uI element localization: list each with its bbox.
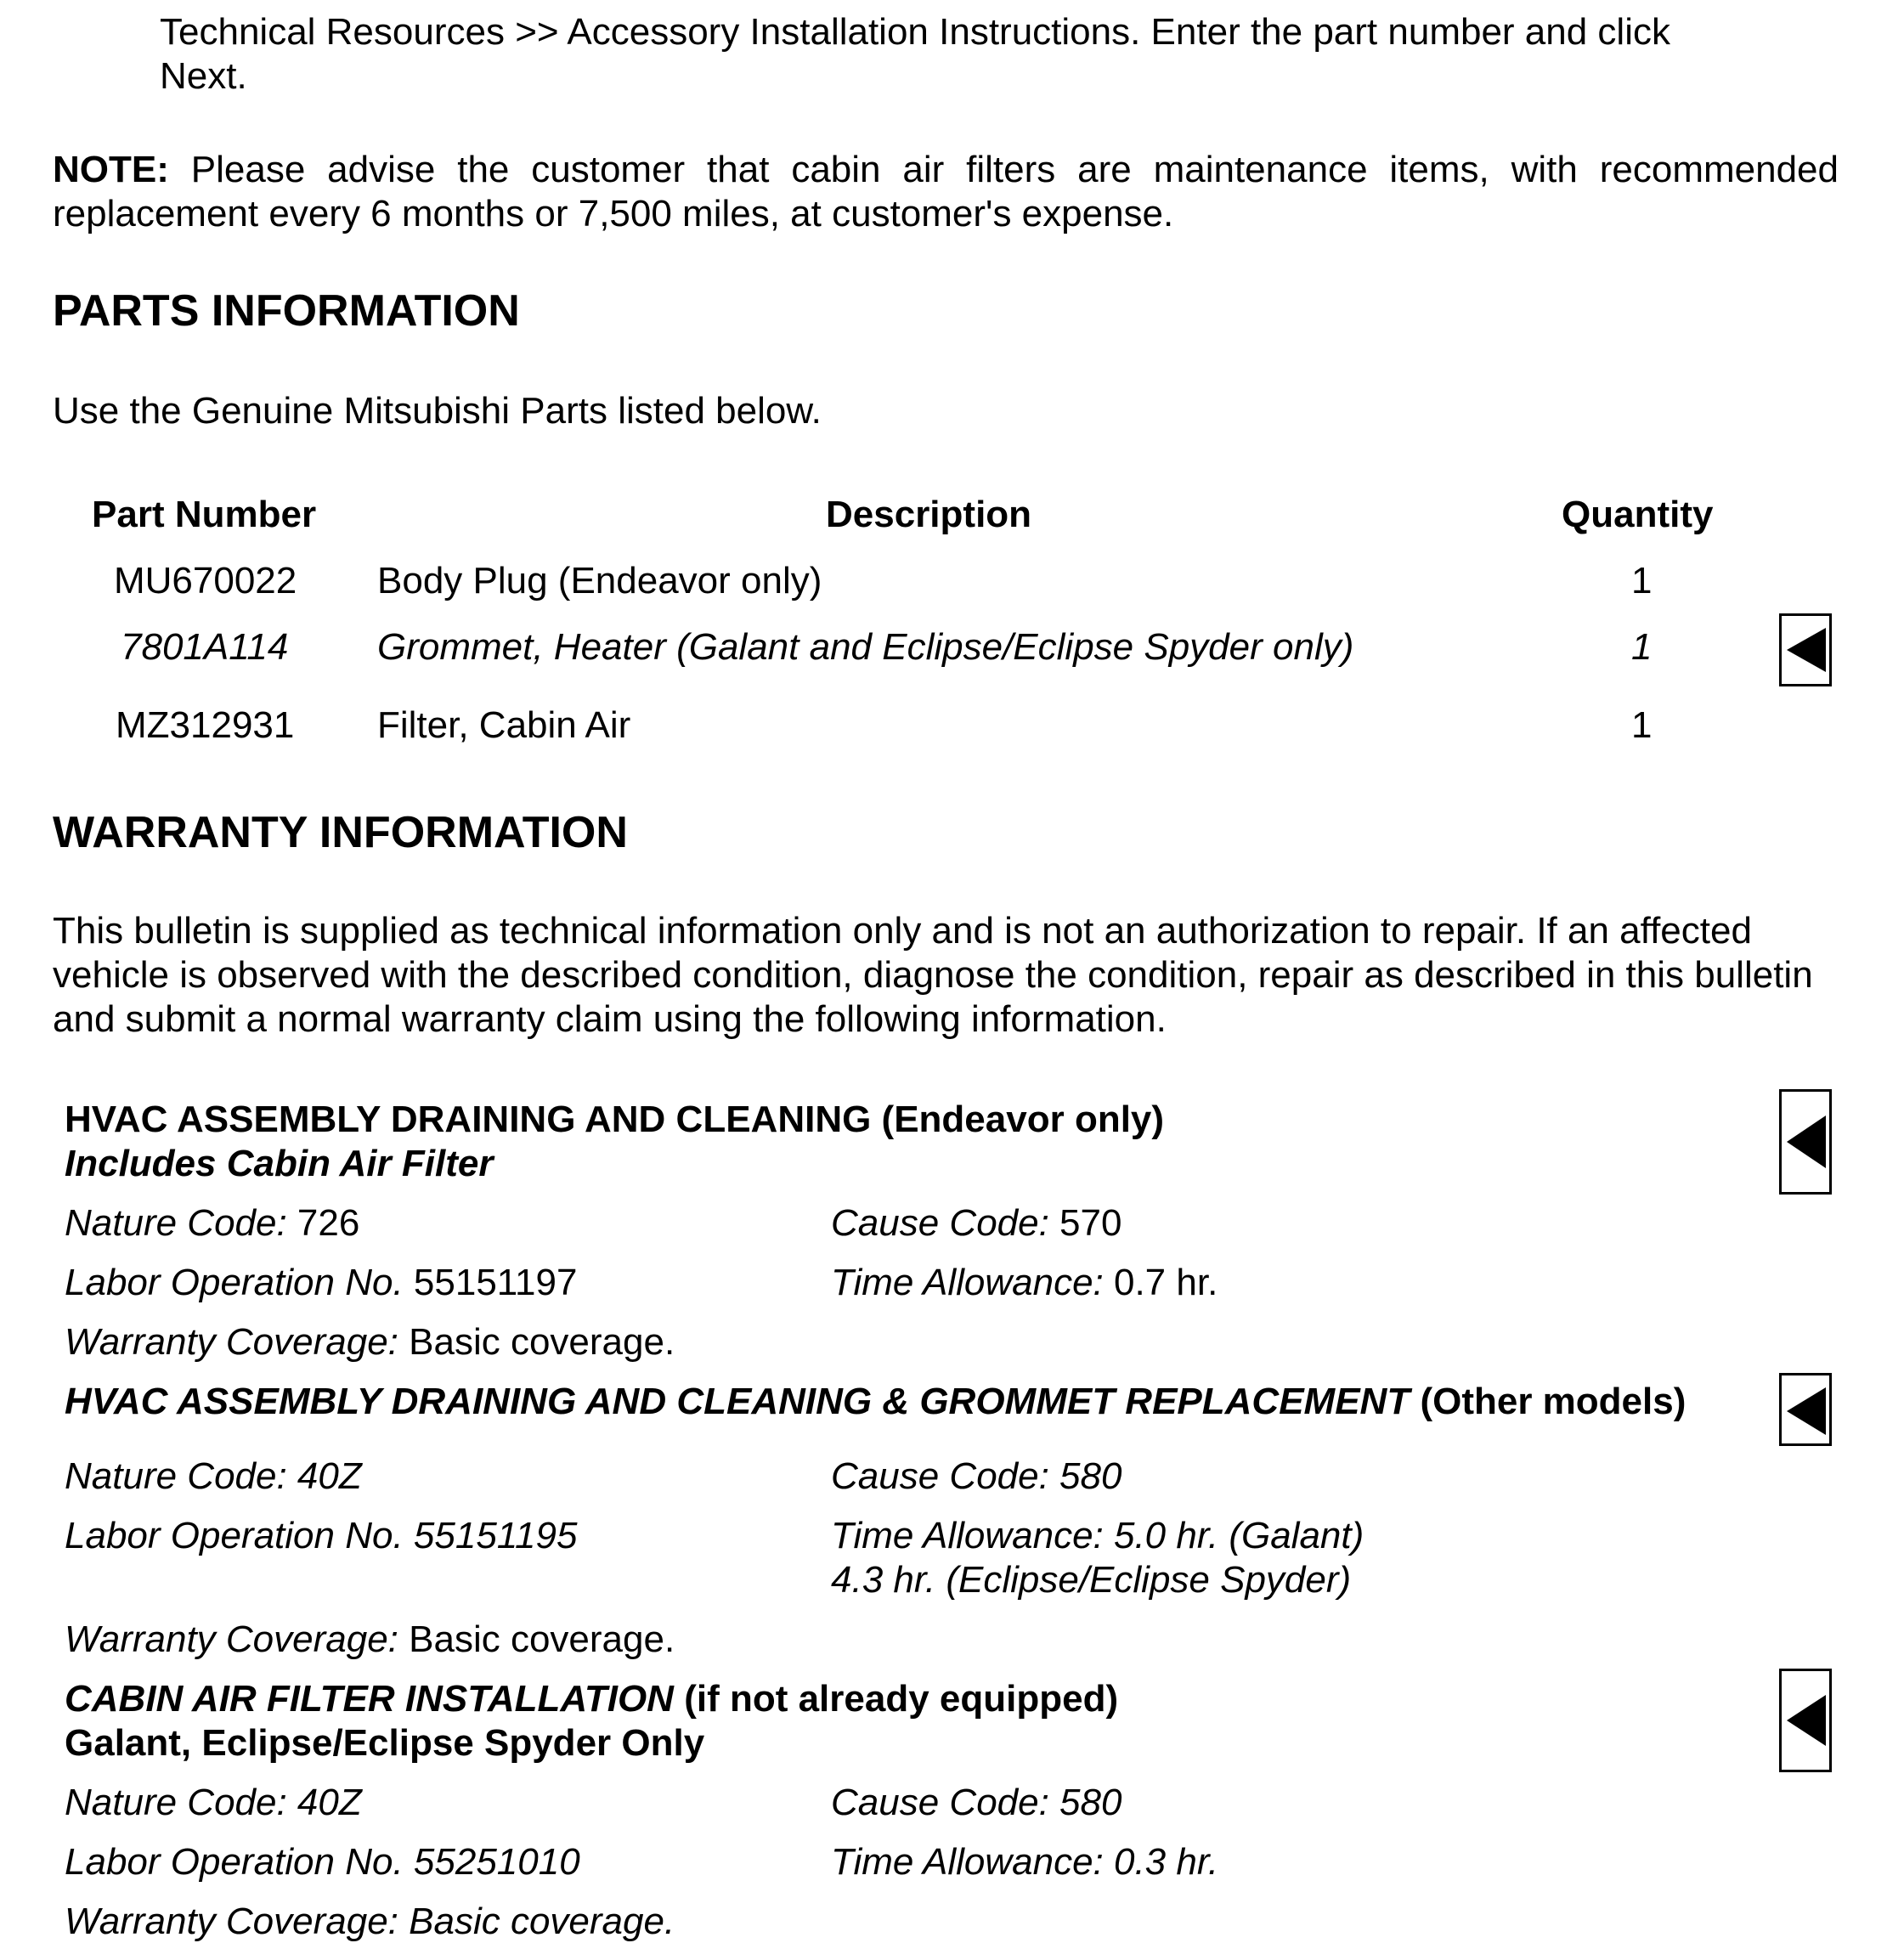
left-arrow-icon: [1787, 628, 1826, 672]
table-row-2-quantity: 1: [1631, 626, 1653, 668]
note-label: NOTE:: [53, 149, 169, 190]
left-arrow-icon: [1787, 1116, 1826, 1168]
claim-1-title: HVAC ASSEMBLY DRAINING AND CLEANING (Endeavor only): [65, 1099, 1165, 1140]
warranty-heading: WARRANTY INFORMATION: [53, 808, 628, 857]
warranty-intro: This bulletin is supplied as technical information only and is not an authorization to repair. If an affected vehicle is observed with the described condition, diagnose the condition, repair as described in this bulletin and submit a normal warranty claim using the following information.: [53, 910, 1813, 1040]
parts-heading: PARTS INFORMATION: [53, 286, 520, 336]
table-row-3-quantity: 1: [1631, 704, 1653, 746]
table-row-1-description: Body Plug (Endeavor only): [377, 560, 822, 602]
claim-1-nature-code: Nature Code: 726: [65, 1202, 360, 1244]
claim-3-subtitle: Galant, Eclipse/Eclipse Spyder Only: [65, 1722, 705, 1764]
claim-2-time-allowance: Time Allowance: 5.0 hr. (Galant): [831, 1515, 1364, 1556]
claim-3-cause-code: Cause Code: 580: [831, 1782, 1122, 1823]
claim-3-warranty-coverage: Warranty Coverage: Basic coverage.: [65, 1901, 675, 1942]
claim-2-title: HVAC ASSEMBLY DRAINING AND CLEANING & GROMMET REPLACEMENT (Other models): [65, 1381, 1686, 1422]
claim-1-subtitle: Includes Cabin Air Filter: [65, 1143, 494, 1184]
claim-1-labor-operation: Labor Operation No. 55151197: [65, 1262, 578, 1303]
col-header-quantity: Quantity: [1562, 494, 1714, 535]
claim-3-title: CABIN AIR FILTER INSTALLATION (if not already equipped): [65, 1678, 1119, 1720]
claim-3-labor-operation: Labor Operation No. 55251010: [65, 1841, 580, 1883]
table-row-2-description: Grommet, Heater (Galant and Eclipse/Eclipse Spyder only): [377, 626, 1354, 668]
claim-1-cause-code: Cause Code: 570: [831, 1202, 1122, 1244]
revision-marker: [1779, 1669, 1832, 1772]
claim-2-nature-code: Nature Code: 40Z: [65, 1455, 362, 1497]
parts-intro: Use the Genuine Mitsubishi Parts listed below.: [53, 390, 822, 432]
table-row-3-part-number: MZ312931: [116, 704, 295, 746]
intro-line-1: Technical Resources >> Accessory Installation Instructions. Enter the part number and click: [160, 11, 1670, 53]
claim-1-warranty-coverage: Warranty Coverage: Basic coverage.: [65, 1321, 675, 1363]
note-paragraph: [53, 148, 1839, 236]
revision-marker: [1779, 613, 1832, 686]
note-text: Please advise the customer that cabin air filters are maintenance items, with recommended replacement every 6 months or 7,500 miles, at customer's expense.: [53, 149, 1839, 234]
claim-3-nature-code: Nature Code: 40Z: [65, 1782, 362, 1823]
table-row-2-part-number: 7801A114: [121, 626, 289, 668]
revision-marker: [1779, 1373, 1832, 1446]
table-row-3-description: Filter, Cabin Air: [377, 704, 631, 746]
left-arrow-icon: [1787, 1695, 1826, 1746]
claim-2-labor-operation: Labor Operation No. 55151195: [65, 1515, 578, 1556]
claim-2-time-allowance-alt: 4.3 hr. (Eclipse/Eclipse Spyder): [831, 1559, 1352, 1601]
col-header-part-number: Part Number: [92, 494, 317, 535]
claim-3-time-allowance: Time Allowance: 0.3 hr.: [831, 1841, 1219, 1883]
claim-1-time-allowance: Time Allowance: 0.7 hr.: [831, 1262, 1218, 1303]
intro-line-2: Next.: [160, 55, 247, 97]
claim-2-cause-code: Cause Code: 580: [831, 1455, 1122, 1497]
left-arrow-icon: [1787, 1387, 1826, 1435]
table-row-1-quantity: 1: [1631, 560, 1653, 602]
table-row-1-part-number: MU670022: [114, 560, 297, 602]
col-header-description: Description: [826, 494, 1032, 535]
revision-marker: [1779, 1089, 1832, 1195]
claim-2-warranty-coverage: Warranty Coverage: Basic coverage.: [65, 1618, 675, 1660]
